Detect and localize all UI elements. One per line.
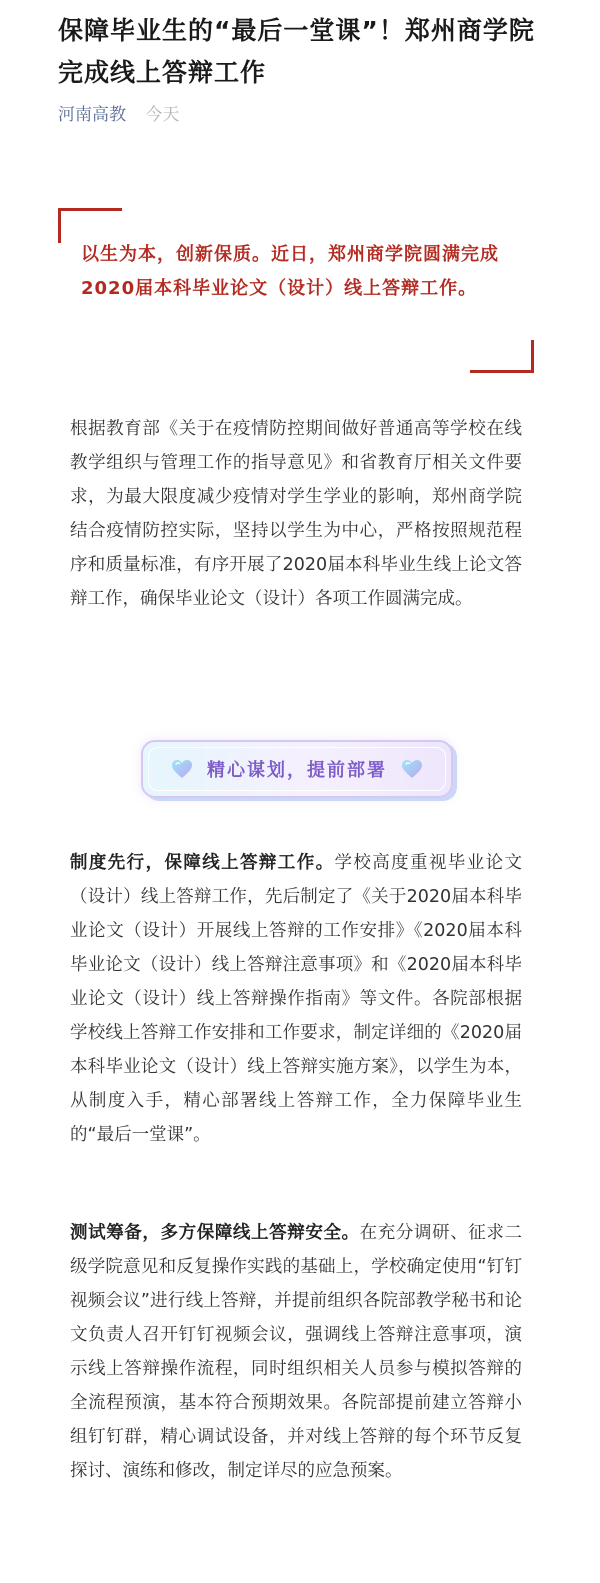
lead-quote-box <box>58 208 534 373</box>
testing-prep-paragraph <box>70 1216 522 1488</box>
section-banner-inner <box>148 747 446 791</box>
lead-quote-text: 以生为本，创新保质。近日，郑州商学院圆满完成2020届本科毕业论文（设计）线上答辩工作。 <box>81 244 499 299</box>
testing-prep-lead: 测试筹备，多方保障线上答辩安全。 <box>70 1223 360 1243</box>
testing-prep-body: 在充分调研、征求二级学院意见和反复操作实践的基础上，学校确定使用“钉钉视频会议”进行线上答辩，并提前组织各院部教学秘书和论文负责人召开钉钉视频会议，强调线上答辩注意事项，演示线上答辩操作流程，同时组织相关人员参与模拟答辩的全流程预演，基本符合预期效果。各院部提前建立答辩小组钉钉群，精心调试设备，并对线上答辩的每个环节反复探讨、演练和修改，制定详尽的应急预案。 <box>70 1223 523 1481</box>
section-banner <box>141 740 453 798</box>
section-banner-label: 精心谋划，提前部署 <box>207 760 387 781</box>
system-first-lead: 制度先行，保障线上答辩工作。 <box>70 853 335 873</box>
article-title: 保障毕业生的“最后一堂课”！郑州商学院完成线上答辩工作 <box>58 16 535 87</box>
quote-corner-bottom-right <box>470 340 534 373</box>
system-first-paragraph <box>70 846 522 1152</box>
source-account-link[interactable]: 河南高教 <box>58 105 126 125</box>
article-meta <box>58 103 179 127</box>
heart-icon <box>401 759 423 779</box>
system-first-body: 学校高度重视毕业论文（设计）线上答辩工作，先后制定了《关于2020届本科毕业论文（设计）开展线上答辩的工作安排》《2020届本科毕业论文（设计）线上答辩注意事项》和《2020届本科毕业论文（设计）线上答辩操作指南》等文件。各院部根据学校线上答辩工作安排和工作要求，制定详细的《2020届本科毕业论文（设计）线上答辩实施方案》，以学生为本，从制度入手，精心部署线上答辩工作，全力保障毕业生的“最后一堂课”。 <box>70 853 523 1145</box>
intro-paragraph: 根据教育部《关于在疫情防控期间做好普通高等学校在线教学组织与管理工作的指导意见》和省教育厅相关文件要求，为最大限度减少疫情对学生学业的影响，郑州商学院结合疫情防控实际，坚持以学生为中心，严格按照规范程序和质量标准，有序开展了2020届本科毕业生线上论文答辩工作，确保毕业论文（设计）各项工作圆满完成。 <box>70 419 522 609</box>
publish-date: 今天 <box>145 105 180 125</box>
heart-icon <box>171 759 193 779</box>
